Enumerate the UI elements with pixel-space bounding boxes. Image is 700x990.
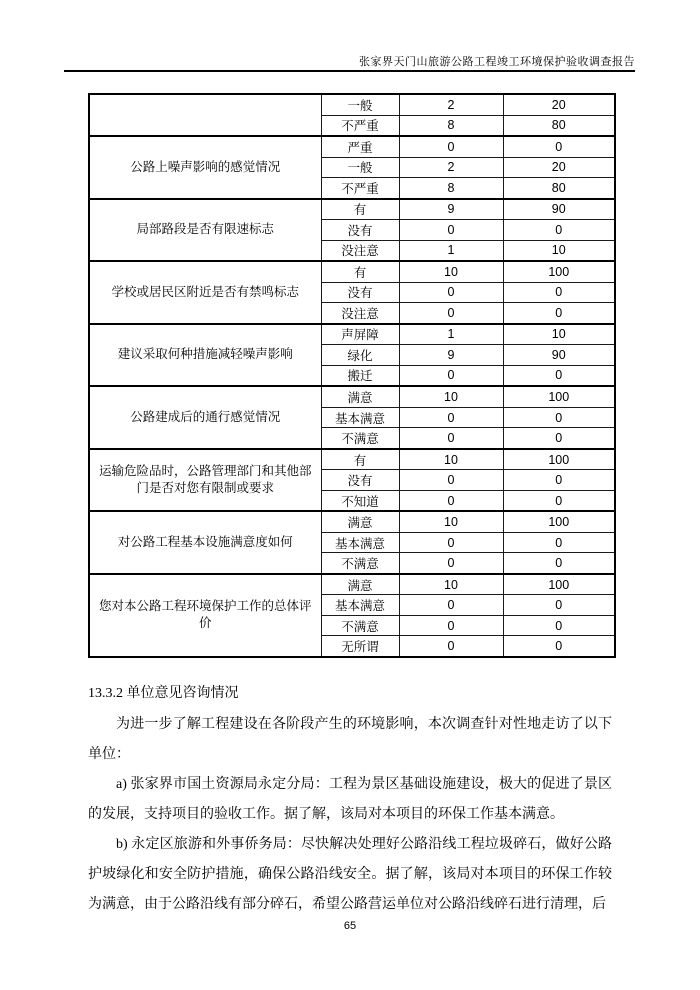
count-cell: 9 [399, 345, 503, 365]
count-cell: 10 [399, 511, 503, 532]
percent-cell: 100 [503, 449, 615, 470]
section-content [88, 682, 612, 920]
option-cell: 不满意 [321, 428, 399, 449]
option-cell: 不满意 [321, 553, 399, 574]
count-cell: 0 [399, 220, 503, 240]
option-cell: 有 [321, 449, 399, 470]
option-cell: 绿化 [321, 345, 399, 365]
percent-cell: 0 [503, 282, 615, 302]
count-cell: 2 [399, 94, 503, 115]
percent-cell: 0 [503, 636, 615, 657]
count-cell: 0 [399, 470, 503, 490]
percent-cell: 0 [503, 470, 615, 490]
percent-cell: 90 [503, 345, 615, 365]
option-cell: 不严重 [321, 115, 399, 136]
paragraph-item-b: b) 永定区旅游和外事侨务局：尽快解决处理好公路沿线工程垃圾碎石，做好公路护坡绿化和安全防护措施，确保公路沿线安全。据了解，该局对本项目的环保工作较为满意，由于公路沿线有部分碎石，希望公路营运单位对公路沿线碎石进行清理，后 [88, 837, 612, 912]
option-cell: 满意 [321, 574, 399, 595]
option-cell: 不满意 [321, 615, 399, 635]
option-cell: 严重 [321, 136, 399, 157]
table-row [89, 136, 615, 157]
category-cell: 公路建成后的通行感觉情况 [89, 386, 321, 449]
option-cell: 没注意 [321, 240, 399, 261]
option-cell: 有 [321, 261, 399, 282]
paragraph-item-a: a) 张家界市国土资源局永定分局：工程为景区基础设施建设，极大的促进了景区的发展，支持项目的验收工作。据了解，该局对本项目的环保工作基本满意。 [88, 777, 612, 822]
count-cell: 9 [399, 199, 503, 220]
count-cell: 0 [399, 428, 503, 449]
percent-cell: 10 [503, 240, 615, 261]
paragraph-intro: 为进一步了解工程建设在各阶段产生的环境影响，本次调查针对性地走访了以下单位： [88, 717, 612, 762]
option-cell: 基本满意 [321, 407, 399, 427]
percent-cell: 0 [503, 220, 615, 240]
category-cell: 公路上噪声影响的感觉情况 [89, 136, 321, 199]
table-row [89, 261, 615, 282]
count-cell: 0 [399, 532, 503, 552]
percent-cell: 100 [503, 574, 615, 595]
option-cell: 满意 [321, 386, 399, 407]
option-cell: 一般 [321, 157, 399, 177]
percent-cell: 0 [503, 490, 615, 511]
percent-cell: 10 [503, 324, 615, 345]
count-cell: 10 [399, 449, 503, 470]
table-row [89, 324, 615, 345]
percent-cell: 100 [503, 511, 615, 532]
percent-cell: 20 [503, 94, 615, 115]
option-cell: 没有 [321, 220, 399, 240]
table-row [89, 94, 615, 115]
count-cell: 2 [399, 157, 503, 177]
table-row [89, 574, 615, 595]
option-cell: 不知道 [321, 490, 399, 511]
option-cell: 没注意 [321, 303, 399, 324]
count-cell: 0 [399, 615, 503, 635]
category-cell: 建议采取何种措施减轻噪声影响 [89, 324, 321, 387]
option-cell: 不严重 [321, 178, 399, 199]
option-cell: 搬迁 [321, 365, 399, 386]
percent-cell: 0 [503, 615, 615, 635]
percent-cell: 0 [503, 595, 615, 615]
count-cell: 0 [399, 282, 503, 302]
survey-table-body [89, 94, 615, 657]
count-cell: 0 [399, 407, 503, 427]
header-rule [64, 70, 635, 72]
option-cell: 有 [321, 199, 399, 220]
option-cell: 声屏障 [321, 324, 399, 345]
count-cell: 0 [399, 490, 503, 511]
category-cell: 运输危险品时，公路管理部门和其他部门是否对您有限制或要求 [89, 449, 321, 512]
count-cell: 8 [399, 178, 503, 199]
count-cell: 8 [399, 115, 503, 136]
table-row [89, 511, 615, 532]
percent-cell: 0 [503, 532, 615, 552]
percent-cell: 80 [503, 115, 615, 136]
option-cell: 无所谓 [321, 636, 399, 657]
percent-cell: 80 [503, 178, 615, 199]
category-cell [89, 94, 321, 136]
percent-cell: 0 [503, 553, 615, 574]
percent-cell: 0 [503, 303, 615, 324]
count-cell: 1 [399, 240, 503, 261]
option-cell: 基本满意 [321, 595, 399, 615]
count-cell: 0 [399, 636, 503, 657]
option-cell: 一般 [321, 94, 399, 115]
count-cell: 0 [399, 365, 503, 386]
option-cell: 没有 [321, 470, 399, 490]
count-cell: 0 [399, 553, 503, 574]
percent-cell: 0 [503, 407, 615, 427]
option-cell: 基本满意 [321, 532, 399, 552]
section-heading: 13.3.2 单位意见咨询情况 [88, 686, 239, 701]
count-cell: 1 [399, 324, 503, 345]
option-cell: 没有 [321, 282, 399, 302]
table-row [89, 449, 615, 470]
category-cell: 学校或居民区附近是否有禁鸣标志 [89, 261, 321, 324]
percent-cell: 0 [503, 136, 615, 157]
page-number: 65 [343, 920, 357, 932]
percent-cell: 90 [503, 199, 615, 220]
count-cell: 0 [399, 595, 503, 615]
percent-cell: 20 [503, 157, 615, 177]
percent-cell: 100 [503, 261, 615, 282]
header-title: 张家界天门山旅游公路工程竣工环境保护验收调查报告 [359, 56, 635, 68]
survey-results-table [88, 93, 616, 658]
percent-cell: 0 [503, 428, 615, 449]
count-cell: 0 [399, 303, 503, 324]
count-cell: 10 [399, 261, 503, 282]
category-cell: 您对本公路工程环境保护工作的总体评价 [89, 574, 321, 657]
table-row [89, 199, 615, 220]
category-cell: 局部路段是否有限速标志 [89, 199, 321, 262]
count-cell: 0 [399, 136, 503, 157]
percent-cell: 0 [503, 365, 615, 386]
count-cell: 10 [399, 386, 503, 407]
option-cell: 满意 [321, 511, 399, 532]
count-cell: 10 [399, 574, 503, 595]
category-cell: 对公路工程基本设施满意度如何 [89, 511, 321, 574]
percent-cell: 100 [503, 386, 615, 407]
table-row [89, 386, 615, 407]
